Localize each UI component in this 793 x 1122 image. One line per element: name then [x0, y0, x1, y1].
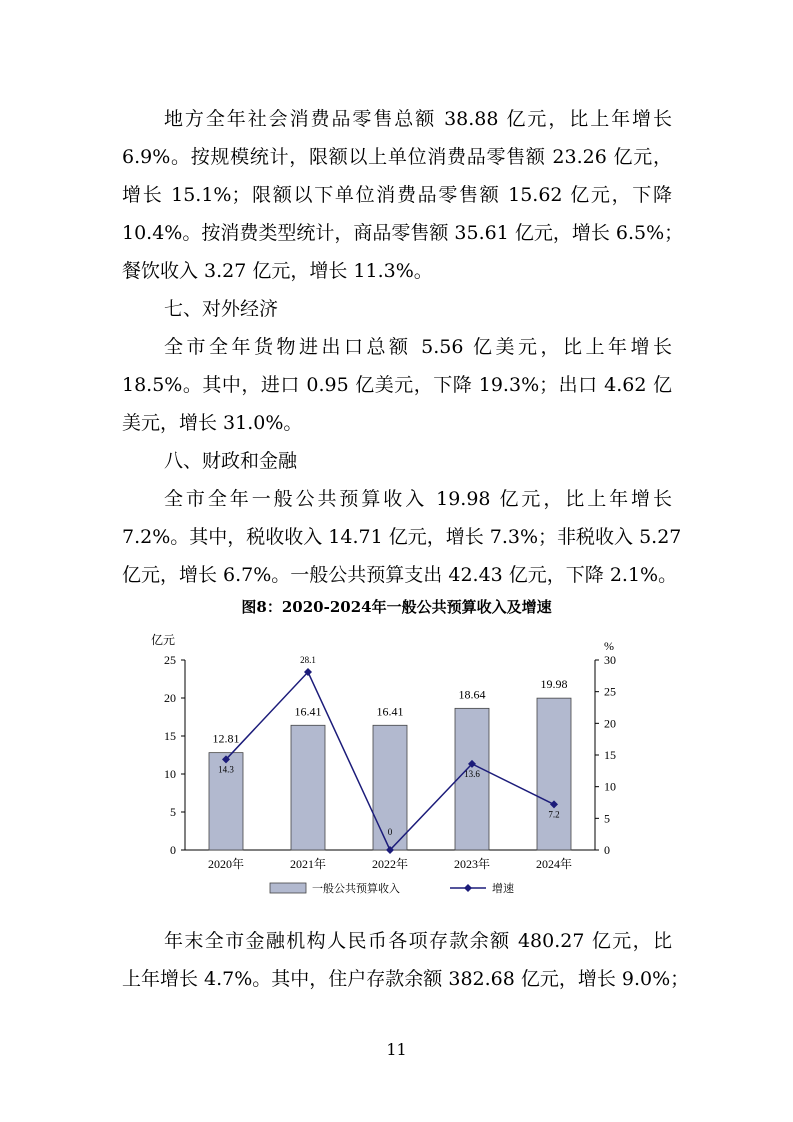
text-line: 7.2%。其中，税收收入 14.71 亿元，增长 7.3%；非税收入 5.27	[122, 526, 682, 548]
text-line: 增长 15.1%；限额以下单位消费品零售额 15.62 亿元，下降	[122, 184, 672, 206]
text-line: 上年增长 4.7%。其中，住户存款余额 382.68 亿元，增长 9.0%；	[122, 968, 690, 990]
y2-tick-label: 0	[604, 843, 610, 857]
y-tick-label: 20	[164, 691, 176, 705]
y2-tick-label: 5	[604, 811, 610, 826]
text-line: 亿元，增长 6.7%。一般公共预算支出 42.43 亿元，下降 2.1%。	[122, 564, 678, 586]
y2-tick-label: 30	[604, 653, 616, 667]
legend-line-marker	[464, 884, 472, 892]
page-number: 11	[386, 1040, 407, 1059]
y-tick-label: 15	[164, 729, 176, 743]
text-line: 年末全市金融机构人民币各项存款余额 480.27 亿元，比	[164, 930, 672, 952]
bar-data-label: 16.41	[294, 704, 322, 719]
x-tick-label: 2021年	[289, 857, 327, 871]
paragraph-retail	[122, 100, 684, 290]
growth-data-label: 28.1	[300, 655, 316, 666]
budget-revenue-chart	[140, 628, 640, 910]
y2-tick-label: 10	[604, 779, 616, 794]
legend-bar-label: 一般公共预算收入	[312, 883, 400, 895]
x-tick-label: 2024年	[535, 857, 573, 871]
section-heading-finance: 八、财政和金融	[164, 450, 298, 472]
growth-data-label: 7.2	[548, 809, 560, 820]
bar	[537, 698, 571, 850]
section-heading-external-economy: 七、对外经济	[164, 298, 279, 320]
paragraph-deposits	[122, 922, 690, 998]
y-tick-label: 0	[170, 843, 176, 857]
x-tick-label: 2020年	[207, 857, 245, 871]
text-line: 全市全年一般公共预算收入 19.98 亿元，比上年增长	[164, 488, 672, 510]
bar-data-label: 12.81	[212, 731, 240, 746]
growth-data-label: 14.3	[218, 764, 234, 775]
y2-axis-label: %	[604, 639, 614, 653]
growth-data-label: 13.6	[464, 768, 480, 779]
bar-data-label: 16.41	[376, 704, 404, 719]
x-tick-label: 2023年	[453, 857, 491, 871]
bar-data-label: 18.64	[458, 687, 486, 702]
y2-tick-label: 25	[604, 684, 616, 699]
paragraph-budget	[122, 480, 682, 594]
bar	[291, 725, 325, 850]
text-line: 地方全年社会消费品零售总额 38.88 亿元，比上年增长	[164, 108, 672, 130]
chart-title: 图8：2020-2024年一般公共预算收入及增速	[241, 598, 552, 616]
bar-data-label: 19.98	[540, 677, 568, 692]
text-line: 全市全年货物进出口总额 5.56 亿美元，比上年增长	[164, 336, 672, 358]
legend-bar-swatch	[270, 883, 306, 893]
bar	[455, 708, 489, 850]
text-line: 18.5%。其中，进口 0.95 亿美元，下降 19.3%；出口 4.62 亿	[122, 374, 672, 396]
x-tick-label: 2022年	[371, 857, 409, 871]
y2-tick-label: 20	[604, 716, 616, 731]
y-tick-label: 10	[164, 767, 176, 781]
paragraph-trade	[122, 328, 672, 442]
growth-data-label: 0	[387, 827, 393, 837]
y-tick-label: 5	[170, 805, 176, 819]
y-axis-label: 亿元	[150, 633, 176, 647]
y-tick-label: 25	[164, 653, 176, 667]
legend-line-label: 增速	[492, 883, 514, 895]
text-line: 餐饮收入 3.27 亿元，增长 11.3%。	[122, 260, 433, 282]
y2-tick-label: 15	[604, 748, 616, 762]
text-line: 美元，增长 31.0%。	[122, 412, 303, 434]
text-line: 10.4%。按消费类型统计，商品零售额 35.61 亿元，增长 6.5%；	[122, 222, 684, 244]
text-line: 6.9%。按规模统计，限额以上单位消费品零售额 23.26 亿元，	[122, 146, 672, 168]
